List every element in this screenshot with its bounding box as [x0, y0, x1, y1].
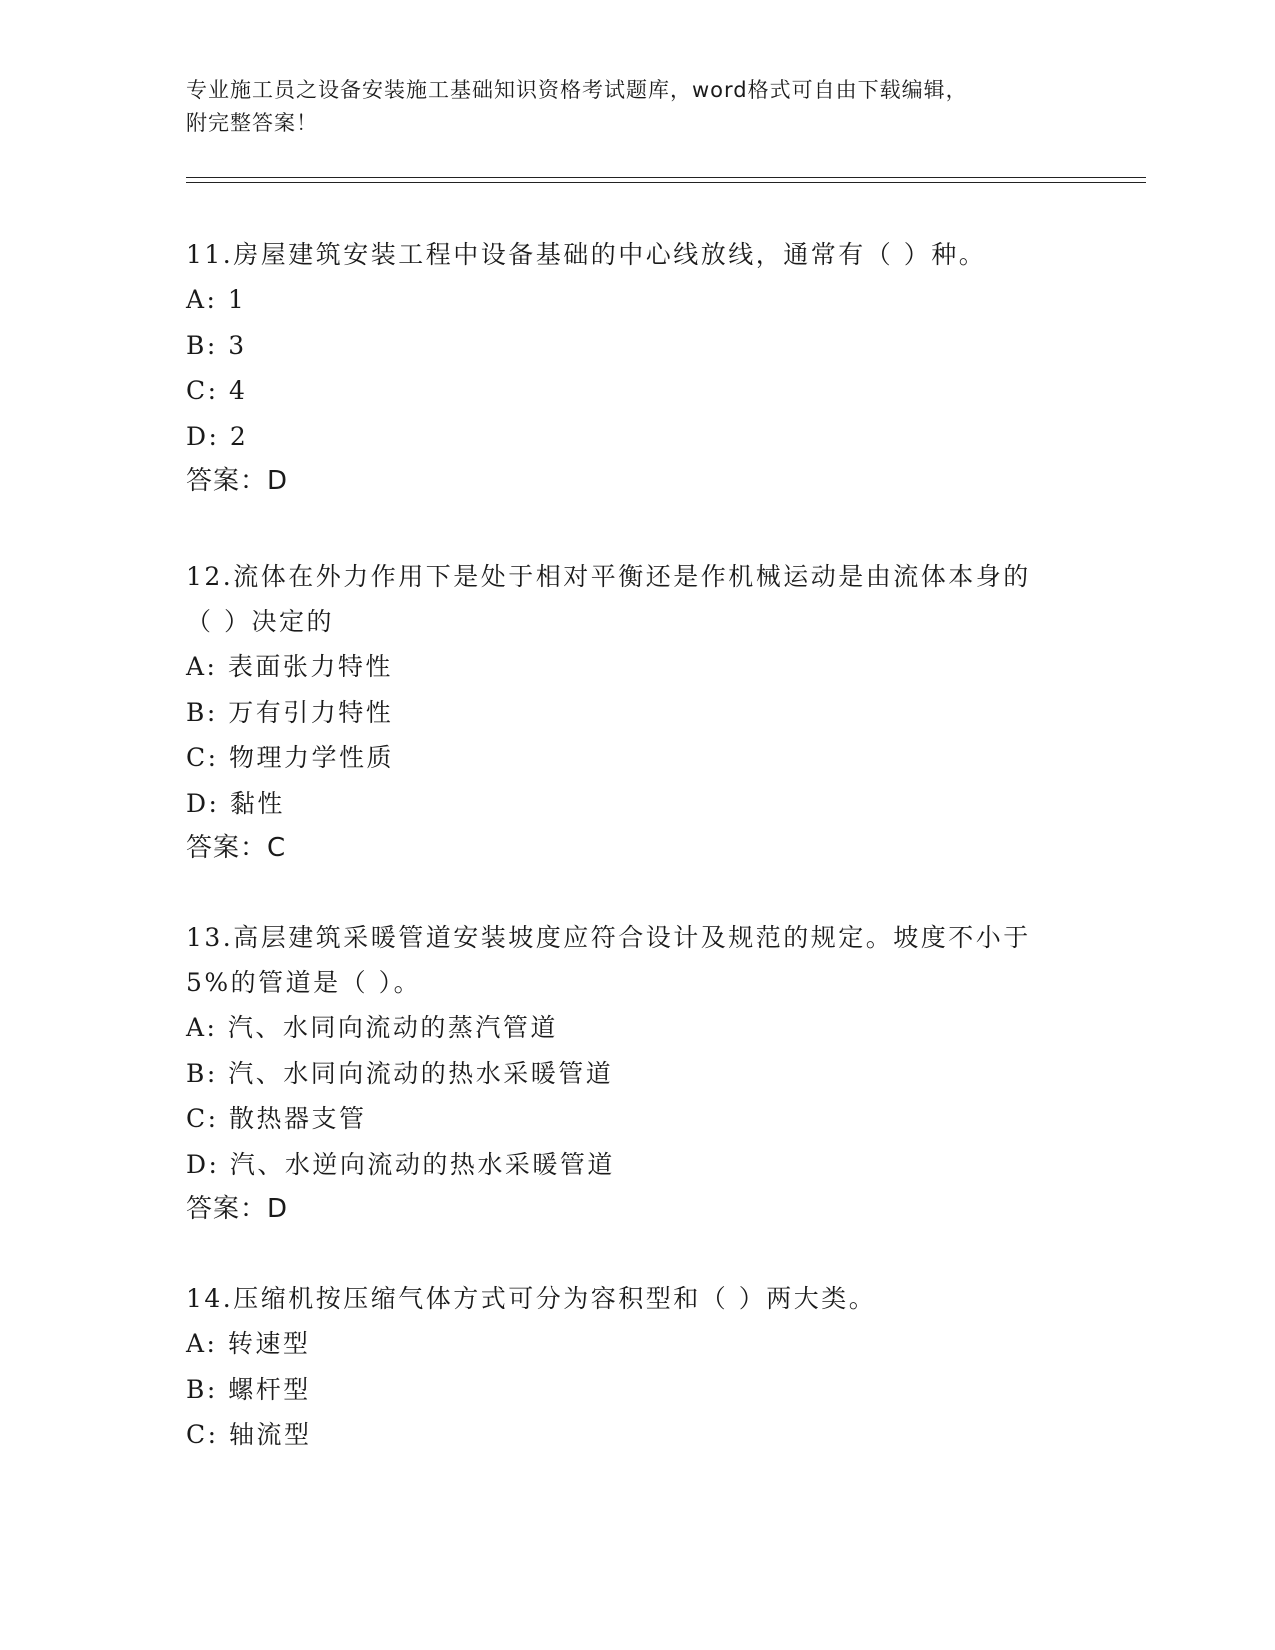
option-b: B: 汽、水同向流动的热水采暖管道 [186, 1058, 614, 1088]
option-d: D: 2 [186, 421, 249, 451]
option-b: B: 螺杆型 [186, 1374, 311, 1404]
header-divider-bottom [186, 182, 1146, 183]
option-c: C: 散热器支管 [186, 1104, 367, 1133]
option-d: D: 汽、水逆向流动的热水采暖管道 [186, 1149, 615, 1179]
header-divider-top [186, 177, 1146, 178]
option-a: A: 表面张力特性 [186, 652, 393, 681]
option-c: C: 轴流型 [186, 1420, 312, 1449]
option-d: D: 黏性 [186, 788, 285, 818]
option-a: A: 1 [186, 285, 247, 314]
question-stem-line-1: 13.高层建筑采暖管道安装坡度应符合设计及规范的规定。坡度不小于 [186, 923, 1031, 952]
answer: 答案：D [186, 1194, 289, 1224]
question-stem-line-2: （ ）决定的 [186, 607, 334, 636]
option-b: B: 万有引力特性 [186, 697, 394, 727]
question-stem: 14.压缩机按压缩气体方式可分为容积型和（ ）两大类。 [186, 1284, 877, 1313]
option-c: C: 4 [186, 376, 248, 405]
header-line-1: 专业施工员之设备安装施工基础知识资格考试题库，word格式可自由下载编辑， [186, 78, 968, 102]
question-14 [186, 1276, 1086, 1458]
question-stem-line-1: 12.流体在外力作用下是处于相对平衡还是作机械运动是由流体本身的 [186, 562, 1031, 591]
question-stem: 11.房屋建筑安装工程中设备基础的中心线放线，通常有（ ）种。 [186, 240, 987, 269]
question-stem-line-2: 5%的管道是（ ）。 [186, 968, 422, 997]
answer: 答案：C [186, 833, 287, 863]
document-header [186, 74, 1086, 140]
question-12 [186, 554, 1086, 871]
option-a: A: 转速型 [186, 1329, 311, 1358]
answer: 答案：D [186, 466, 289, 496]
option-b: B: 3 [186, 330, 247, 360]
question-11 [186, 232, 1086, 504]
option-a: A: 汽、水同向流动的蒸汽管道 [186, 1013, 558, 1042]
question-13 [186, 915, 1086, 1232]
option-c: C: 物理力学性质 [186, 743, 394, 772]
header-line-2: 附完整答案！ [186, 111, 318, 135]
